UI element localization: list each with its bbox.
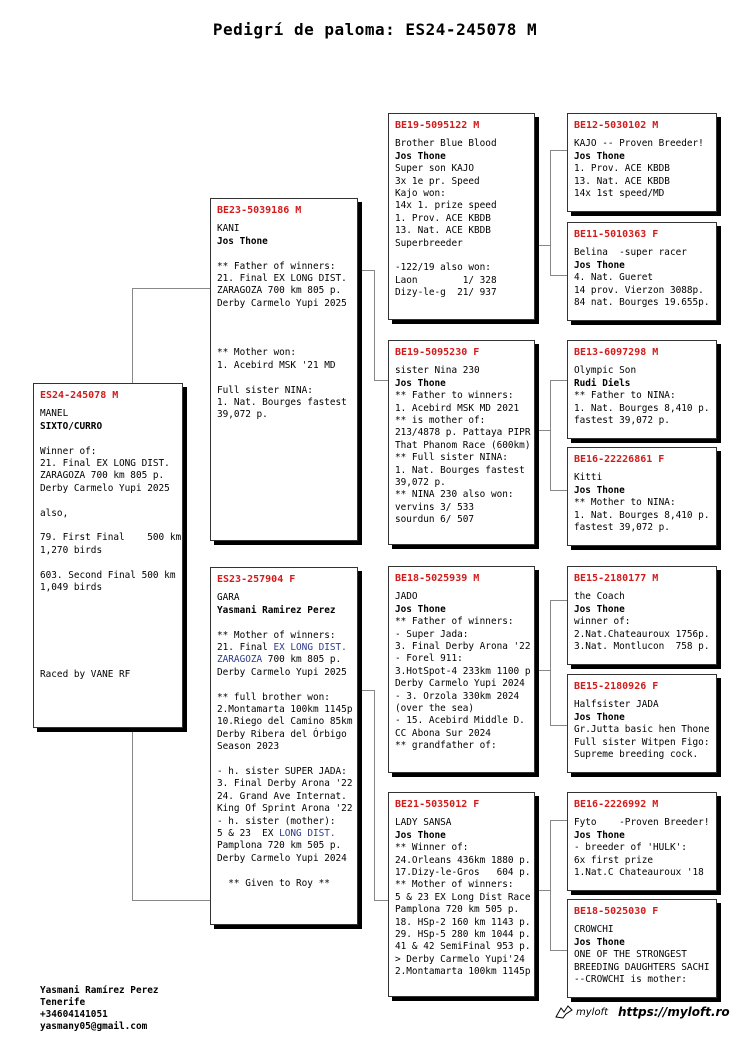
connector-line: [550, 490, 567, 491]
ring-number: BE23-5039186 M: [217, 205, 302, 216]
pedigree-line: Derby Carmelo Yupi 2024: [217, 852, 347, 864]
pedigree-line: - 3. Orzola 330km 2024: [395, 690, 520, 702]
ring-number: BE19-5095230 F: [395, 347, 480, 358]
pigeon-card-sire: [210, 198, 358, 541]
pedigree-line: Kajo won:: [395, 188, 446, 200]
connector-line: [535, 890, 550, 891]
pedigree-line: King Of Sprint Arona '22: [217, 803, 353, 815]
pedigree-line: - breeder of 'HULK':: [574, 842, 687, 854]
pedigree-line: [217, 679, 351, 691]
pedigree-line: Derby Ribera del Órbigo: [217, 728, 347, 740]
pigeon-card-sds: [567, 340, 717, 439]
pedigree-line: 1. Prov. ACE KBDB: [395, 212, 491, 224]
owner-email[interactable]: yasmany05@gmail.com: [40, 1021, 148, 1032]
breeder-name: Jos Thone: [395, 603, 446, 615]
pigeon-name: KAJO -- Proven Breeder!: [574, 138, 704, 150]
owner-name: Yasmani Ramírez Perez: [40, 985, 159, 996]
pedigree-line: winner of:: [574, 616, 631, 628]
pedigree-line: --CROWCHI is mother:: [574, 974, 687, 986]
pedigree-line: 21. Final EX LONG DIST.: [217, 642, 347, 654]
pedigree-line: Derby Carmelo Yupi 2025: [217, 297, 347, 309]
connector-line: [550, 820, 567, 821]
pedigree-line: 3. Final Derby Arona '22: [217, 778, 353, 790]
pigeon-card-ssd: [567, 222, 717, 321]
pedigree-line: ONE OF THE STRONGEST: [574, 949, 687, 961]
pedigree-line: - Forel 911:: [395, 653, 463, 665]
pedigree-line: - h. sister (mother):: [217, 815, 336, 827]
breeder-name: Rudi Diels: [574, 377, 631, 389]
pedigree-line: ** Mother of winners:: [395, 879, 514, 891]
ring-number: BE18-5025030 F: [574, 906, 659, 917]
pedigree-line: [217, 335, 351, 347]
breeder-name: Yasmani Ramirez Perez: [217, 604, 336, 616]
pedigree-line: 2.Montamarta 100km 1145p: [395, 966, 531, 978]
pedigree-line: ** NINA 230 also won:: [395, 489, 514, 501]
pedigree-line: 24.Orleans 436km 1880 p.: [395, 854, 531, 866]
pedigree-line: Raced by VANE RF: [40, 668, 131, 680]
ring-number: BE11-5010363 F: [574, 229, 659, 240]
pedigree-line: ZARAGOZA 700 km 805 p.: [40, 470, 165, 482]
pedigree-line: 17.Dizy-le-Gros 604 p.: [395, 867, 531, 879]
connector-line: [550, 150, 567, 151]
connector-line: [358, 270, 374, 271]
pedigree-line: ** full brother won:: [217, 691, 330, 703]
pedigree-line: 6x first prize: [574, 854, 654, 866]
connector-line: [550, 950, 567, 951]
ring-number: BE12-5030102 M: [574, 120, 659, 131]
pigeon-name: LADY SANSA: [395, 817, 452, 829]
pedigree-line: [40, 656, 176, 668]
connector-line: [550, 820, 551, 950]
breeder-name: Jos Thone: [395, 829, 446, 841]
pedigree-line: [217, 248, 351, 260]
pigeon-card-ddd: [567, 899, 717, 998]
pedigree-line: 14x 1st speed/MD: [574, 188, 665, 200]
pedigree-line: ** grandfather of:: [395, 740, 497, 752]
pedigree-line: 18. HSp-2 160 km 1143 p.: [395, 916, 531, 928]
pedigree-line: 10.Riego del Camino 85km: [217, 716, 353, 728]
breeder-name: Jos Thone: [574, 936, 625, 948]
pedigree-line: (over the sea): [395, 703, 475, 715]
pedigree-line: [40, 520, 176, 532]
connector-line: [374, 690, 375, 900]
pedigree-line: Superbreeder: [395, 237, 463, 249]
connector-line: [535, 670, 550, 671]
pigeon-card-sss: [567, 113, 717, 212]
pigeon-card-dsd: [567, 674, 717, 773]
pedigree-line: 1,270 birds: [40, 544, 103, 556]
pigeon-name: Kitti: [574, 472, 603, 484]
pedigree-line: Laon 1/ 328: [395, 274, 497, 286]
pedigree-line: 39,072 p.: [395, 477, 446, 489]
pedigree-line: 4. Nat. Gueret: [574, 272, 654, 284]
connector-line: [535, 245, 550, 246]
pedigree-line: [217, 310, 351, 322]
pedigree-line: Season 2023: [217, 741, 280, 753]
pedigree-line: 2.Montamarta 100km 1145p: [217, 704, 353, 716]
ring-number: BE21-5035012 F: [395, 799, 480, 810]
myloft-logo: [555, 1005, 608, 1019]
pigeon-name: Olympic Son: [574, 365, 637, 377]
pigeon-card-dds: [567, 792, 717, 891]
connector-line: [535, 430, 550, 431]
pedigree-line: 21. Final EX LONG DIST.: [40, 458, 170, 470]
pedigree-line: [40, 644, 176, 656]
pedigree-line: fastest 39,072 p.: [574, 522, 670, 534]
breeder-name: Jos Thone: [574, 829, 625, 841]
pedigree-line: 24. Grand Ave Internat.: [217, 790, 347, 802]
pedigree-line: 21. Final EX LONG DIST.: [217, 273, 347, 285]
pedigree-line: 1. Prov. ACE KBDB: [574, 163, 670, 175]
connector-line: [358, 690, 374, 691]
pigeon-name: CROWCHI: [574, 924, 614, 936]
pigeon-name: Fyto -Proven Breeder!: [574, 817, 710, 829]
pigeon-card-dss: [567, 566, 717, 665]
pedigree-line: [217, 754, 351, 766]
connector-line: [550, 725, 567, 726]
pedigree-line: 1. Nat. Bourges 8,410 p.: [574, 402, 710, 414]
pedigree-line: 5 & 23 EX Long Dist Race: [395, 891, 531, 903]
breeder-name: Jos Thone: [574, 259, 625, 271]
connector-line: [132, 288, 210, 289]
ring-number: BE13-6097298 M: [574, 347, 659, 358]
pedigree-line: That Phanom Race (600km): [395, 439, 531, 451]
pedigree-line: 41 & 42 SemiFinal 953 p.: [395, 941, 531, 953]
pedigree-line: 1. Acebird MSK '21 MD: [217, 359, 336, 371]
pedigree-line: vervins 3/ 533: [395, 501, 475, 513]
ring-number: BE15-2180926 F: [574, 681, 659, 692]
pedigree-line: 1.Nat.C Chateauroux '18: [574, 867, 704, 879]
pedigree-line: ** Mother to NINA:: [574, 497, 676, 509]
pigeon-card-dam-sire: [388, 566, 535, 773]
ring-number: BE16-2226992 M: [574, 799, 659, 810]
pedigree-line: CC Abona Sur 2024: [395, 727, 491, 739]
pedigree-line: [40, 433, 176, 445]
pigeon-name: KANI: [217, 223, 240, 235]
connector-line: [550, 380, 567, 381]
page-title: Pedigrí de paloma: ES24-245078 M: [212, 20, 538, 39]
connector-line: [550, 600, 567, 601]
ring-number: ES23-257904 F: [217, 574, 296, 585]
pedigree-line: ZARAGOZA 700 km 805 p.: [217, 654, 342, 666]
pedigree-line: [40, 557, 176, 569]
breeder-name: Jos Thone: [574, 603, 625, 615]
pedigree-line: 3. Final Derby Arona '22: [395, 641, 531, 653]
connector-line: [550, 150, 551, 275]
pedigree-line: 84 nat. Bourges 19.655p.: [574, 297, 710, 309]
pigeon-name: MANEL: [40, 408, 69, 420]
pedigree-line: [217, 323, 351, 335]
pigeon-logo-icon: [555, 1005, 573, 1019]
breeder-name: Jos Thone: [574, 484, 625, 496]
ring-number: BE19-5095122 M: [395, 120, 480, 131]
pedigree-line: Derby Carmelo Yupi 2025: [40, 482, 170, 494]
ring-number: ES24-245078 M: [40, 390, 119, 401]
pedigree-line: ** Given to Roy **: [217, 877, 330, 889]
brand-url[interactable]: https://myloft.ro: [618, 1005, 730, 1019]
pedigree-line: > Derby Carmelo Yupi'24: [395, 953, 525, 965]
pigeon-name: sister Nina 230: [395, 365, 480, 377]
pigeon-card-main: [33, 383, 183, 728]
pedigree-line: ** Mother of winners:: [217, 629, 336, 641]
pedigree-line: [395, 250, 528, 262]
pigeon-card-dam: [210, 567, 358, 925]
pedigree-line: - h. sister SUPER JADA:: [217, 766, 347, 778]
pedigree-line: 3.HotSpot-4 233km 1100 p: [395, 665, 531, 677]
pedigree-line: [217, 372, 351, 384]
pedigree-line: 79. First Final 500 km: [40, 532, 182, 544]
pedigree-line: - Super Jada:: [395, 628, 469, 640]
pedigree-line: 3x 1e pr. Speed: [395, 175, 480, 187]
pedigree-line: ** Father to NINA:: [574, 390, 676, 402]
owner-location: Tenerife: [40, 997, 86, 1008]
logo-text: myloft: [576, 1006, 608, 1018]
pigeon-name: Brother Blue Blood: [395, 138, 497, 150]
pedigree-line: Full sister NINA:: [217, 384, 313, 396]
pedigree-line: ZARAGOZA 700 km 805 p.: [217, 285, 342, 297]
pedigree-line: - 15. Acebird Middle D.: [395, 715, 525, 727]
pedigree-line: Supreme breeding cock.: [574, 749, 699, 761]
pedigree-line: [40, 495, 176, 507]
pedigree-line: ** Father to winners:: [395, 390, 514, 402]
pedigree-line: ** Father of winners:: [217, 260, 336, 272]
pedigree-line: sourdun 6/ 507: [395, 514, 475, 526]
pedigree-line: 14x 1. prize speed: [395, 200, 497, 212]
breeder-name: SIXTO/CURRO: [40, 420, 103, 432]
pedigree-line: [40, 594, 176, 606]
pedigree-line: Dizy-le-g 21/ 937: [395, 287, 497, 299]
pedigree-line: Full sister Witpen Figo:: [574, 736, 710, 748]
pigeon-card-sire-dam: [388, 340, 535, 545]
pedigree-line: 5 & 23 EX LONG DIST.: [217, 828, 336, 840]
breeder-name: Jos Thone: [395, 377, 446, 389]
pedigree-line: Pamplona 720 km 505 p.: [395, 904, 520, 916]
pedigree-line: [40, 619, 176, 631]
connector-line: [374, 380, 388, 381]
pedigree-line: 3.Nat. Montlucon 758 p.: [574, 641, 710, 653]
pigeon-name: Halfsister JADA: [574, 699, 659, 711]
pigeon-card-dam-dam: [388, 792, 535, 997]
pigeon-name: GARA: [217, 592, 240, 604]
pedigree-line: 13. Nat. ACE KBDB: [395, 225, 491, 237]
connector-line: [550, 600, 551, 725]
pedigree-line: 1. Nat. Bourges 8,410 p.: [574, 509, 710, 521]
pedigree-line: BREEDING DAUGHTERS SACHI: [574, 961, 710, 973]
pedigree-line: 1. Nat. Bourges fastest: [395, 464, 525, 476]
ring-number: BE15-2180177 M: [574, 573, 659, 584]
pedigree-line: 39,072 p.: [217, 409, 268, 421]
pedigree-line: 1. Nat. Bourges fastest: [217, 397, 347, 409]
pedigree-line: Pamplona 720 km 505 p.: [217, 840, 342, 852]
breeder-name: Jos Thone: [574, 150, 625, 162]
connector-line: [132, 288, 133, 386]
pedigree-line: Super son KAJO: [395, 163, 475, 175]
pedigree-line: 1. Acebird MSK MD 2021: [395, 402, 520, 414]
breeder-name: Jos Thone: [574, 711, 625, 723]
pedigree-line: [217, 617, 351, 629]
breeder-name: Jos Thone: [395, 150, 446, 162]
pedigree-line: [40, 632, 176, 644]
pedigree-line: 1,049 birds: [40, 582, 103, 594]
pigeon-name: the Coach: [574, 591, 625, 603]
pigeon-card-sdd: [567, 447, 717, 546]
pedigree-line: ** Mother won:: [217, 347, 297, 359]
ring-number: BE16-22226861 F: [574, 454, 665, 465]
pedigree-line: also,: [40, 507, 69, 519]
pedigree-line: fastest 39,072 p.: [574, 415, 670, 427]
connector-line: [550, 275, 567, 276]
pigeon-card-sire-sire: [388, 113, 535, 320]
pedigree-line: Derby Carmelo Yupi 2025: [217, 666, 347, 678]
ring-number: BE18-5025939 M: [395, 573, 480, 584]
pedigree-line: [40, 607, 176, 619]
pedigree-line: 14 prov. Vierzon 3088p.: [574, 284, 704, 296]
breeder-name: Jos Thone: [217, 235, 268, 247]
pedigree-line: Gr.Jutta basic hen Thone: [574, 724, 710, 736]
connector-line: [374, 270, 375, 380]
pedigree-line: 13. Nat. ACE KBDB: [574, 175, 670, 187]
pedigree-line: ** Winner of:: [395, 842, 469, 854]
owner-contact: [40, 985, 159, 1033]
pedigree-line: ** is mother of:: [395, 415, 486, 427]
pedigree-line: ** Full sister NINA:: [395, 452, 508, 464]
brand: [555, 1005, 730, 1019]
pedigree-line: Winner of:: [40, 445, 97, 457]
pedigree-line: ** Father of winners:: [395, 616, 514, 628]
pedigree-line: 29. HSp-5 280 km 1044 p.: [395, 929, 531, 941]
connector-line: [132, 900, 210, 901]
pedigree-line: Derby Carmelo Yupi 2024: [395, 678, 525, 690]
pigeon-name: Belina -super racer: [574, 247, 687, 259]
pedigree-line: 2.Nat.Chateauroux 1756p.: [574, 628, 710, 640]
pedigree-line: -122/19 also won:: [395, 262, 491, 274]
pedigree-line: 603. Second Final 500 km: [40, 569, 176, 581]
pedigree-line: 213/4878 p. Pattaya PIPR: [395, 427, 531, 439]
owner-phone: +34604141051: [40, 1009, 108, 1020]
pedigree-line: [217, 865, 351, 877]
connector-line: [374, 900, 388, 901]
connector-line: [550, 380, 551, 490]
pigeon-name: JADO: [395, 591, 418, 603]
